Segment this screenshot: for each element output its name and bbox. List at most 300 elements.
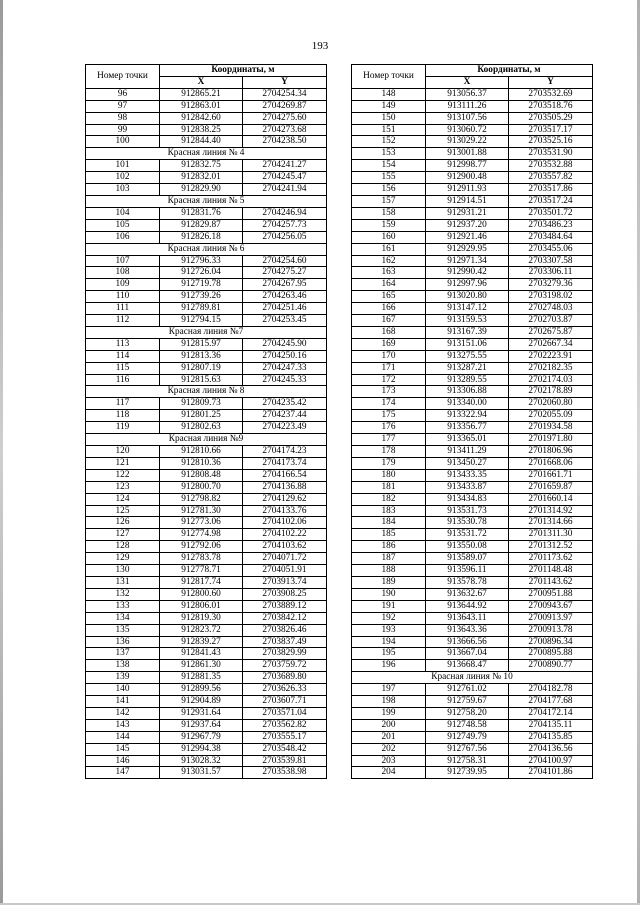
table-row xyxy=(352,291,593,303)
section-title: Красная линия № 6 xyxy=(86,243,327,255)
point-number-cell: 153 xyxy=(352,148,426,160)
table-row xyxy=(352,386,593,398)
table-row xyxy=(352,195,593,207)
y-coordinate-cell: 2703517.86 xyxy=(509,184,593,196)
y-coordinate-cell: 2703455.06 xyxy=(509,243,593,255)
table-row xyxy=(86,541,327,553)
section-title: Красная линия №7 xyxy=(86,326,327,338)
point-number-cell: 140 xyxy=(86,684,160,696)
table-row xyxy=(352,446,593,458)
table-row xyxy=(352,148,593,160)
y-coordinate-cell: 2703486.23 xyxy=(509,219,593,231)
y-coordinate-cell: 2704136.56 xyxy=(509,743,593,755)
y-coordinate-cell: 2703306.11 xyxy=(509,267,593,279)
table-row xyxy=(86,612,327,624)
x-coordinate-cell: 912807.19 xyxy=(160,362,243,374)
y-coordinate-cell: 2702223.91 xyxy=(509,350,593,362)
point-number-cell: 184 xyxy=(352,517,426,529)
point-number-cell: 167 xyxy=(352,315,426,327)
table-row xyxy=(86,398,327,410)
y-coordinate-cell: 2700890.77 xyxy=(509,660,593,672)
table-row xyxy=(352,326,593,338)
table-row xyxy=(86,660,327,672)
point-number-cell: 98 xyxy=(86,112,160,124)
section-row xyxy=(86,326,327,338)
x-coordinate-cell: 912839.27 xyxy=(160,636,243,648)
table-row xyxy=(86,88,327,100)
x-coordinate-cell: 913644.92 xyxy=(426,600,509,612)
table-row xyxy=(86,291,327,303)
x-coordinate-cell: 912861.30 xyxy=(160,660,243,672)
x-coordinate-cell: 913356.77 xyxy=(426,422,509,434)
table-row xyxy=(86,719,327,731)
x-coordinate-cell: 913450.27 xyxy=(426,457,509,469)
y-coordinate-cell: 2704135.11 xyxy=(509,719,593,731)
x-header: X xyxy=(160,76,243,88)
table-row xyxy=(352,279,593,291)
coordinates-header: Координаты, м xyxy=(160,65,327,77)
y-coordinate-cell: 2704136.88 xyxy=(243,481,327,493)
point-number-cell: 150 xyxy=(352,112,426,124)
point-number-cell: 191 xyxy=(352,600,426,612)
y-coordinate-cell: 2703837.49 xyxy=(243,636,327,648)
x-coordinate-cell: 912792.06 xyxy=(160,541,243,553)
y-coordinate-cell: 2703908.25 xyxy=(243,588,327,600)
x-coordinate-cell: 912808.48 xyxy=(160,469,243,481)
x-coordinate-cell: 912726.04 xyxy=(160,267,243,279)
x-coordinate-cell: 912813.36 xyxy=(160,350,243,362)
table-row xyxy=(352,184,593,196)
table-row xyxy=(352,243,593,255)
x-coordinate-cell: 912990.42 xyxy=(426,267,509,279)
table-body-left xyxy=(86,88,327,779)
x-coordinate-cell: 913578.78 xyxy=(426,576,509,588)
point-number-cell: 131 xyxy=(86,576,160,588)
y-coordinate-cell: 2700896.34 xyxy=(509,636,593,648)
y-coordinate-cell: 2703518.76 xyxy=(509,100,593,112)
x-coordinate-cell: 913020.80 xyxy=(426,291,509,303)
y-coordinate-cell: 2704223.49 xyxy=(243,422,327,434)
x-coordinate-cell: 912778.71 xyxy=(160,565,243,577)
coordinates-header: Координаты, м xyxy=(426,65,593,77)
table-row xyxy=(86,648,327,660)
table-row xyxy=(86,767,327,779)
x-coordinate-cell: 912994.38 xyxy=(160,743,243,755)
x-coordinate-cell: 913159.53 xyxy=(426,315,509,327)
point-number-cell: 97 xyxy=(86,100,160,112)
point-number-header: Номер точки xyxy=(86,65,160,89)
y-coordinate-cell: 2702178.89 xyxy=(509,386,593,398)
table-row xyxy=(352,267,593,279)
x-coordinate-cell: 913275.55 xyxy=(426,350,509,362)
point-number-cell: 194 xyxy=(352,636,426,648)
point-number-cell: 171 xyxy=(352,362,426,374)
y-coordinate-cell: 2703626.33 xyxy=(243,684,327,696)
y-coordinate-cell: 2704101.86 xyxy=(509,767,593,779)
y-coordinate-cell: 2703759.72 xyxy=(243,660,327,672)
point-number-cell: 136 xyxy=(86,636,160,648)
section-title: Красная линия № 4 xyxy=(86,148,327,160)
y-coordinate-cell: 2703829.99 xyxy=(243,648,327,660)
table-row xyxy=(352,588,593,600)
point-number-cell: 162 xyxy=(352,255,426,267)
point-number-cell: 96 xyxy=(86,88,160,100)
y-coordinate-cell: 2703562.82 xyxy=(243,719,327,731)
point-number-cell: 157 xyxy=(352,195,426,207)
point-number-cell: 145 xyxy=(86,743,160,755)
y-coordinate-cell: 2703307.58 xyxy=(509,255,593,267)
x-coordinate-cell: 912971.34 xyxy=(426,255,509,267)
x-coordinate-cell: 913056.37 xyxy=(426,88,509,100)
x-coordinate-cell: 912823.72 xyxy=(160,624,243,636)
y-coordinate-cell: 2703557.82 xyxy=(509,172,593,184)
table-row xyxy=(352,565,593,577)
y-header: Y xyxy=(243,76,327,88)
table-row xyxy=(352,755,593,767)
point-number-cell: 105 xyxy=(86,219,160,231)
x-coordinate-cell: 912810.66 xyxy=(160,446,243,458)
x-coordinate-cell: 912967.79 xyxy=(160,731,243,743)
x-coordinate-cell: 912767.56 xyxy=(426,743,509,755)
table-row xyxy=(86,338,327,350)
point-number-cell: 201 xyxy=(352,731,426,743)
table-row xyxy=(86,172,327,184)
y-coordinate-cell: 2703532.88 xyxy=(509,160,593,172)
point-number-cell: 129 xyxy=(86,553,160,565)
table-row xyxy=(86,505,327,517)
x-coordinate-cell: 912810.36 xyxy=(160,457,243,469)
y-coordinate-cell: 2704263.46 xyxy=(243,291,327,303)
table-row xyxy=(352,684,593,696)
table-row xyxy=(86,255,327,267)
x-coordinate-cell: 912904.89 xyxy=(160,696,243,708)
table-row xyxy=(352,553,593,565)
x-coordinate-cell: 912841.43 xyxy=(160,648,243,660)
y-coordinate-cell: 2703484.64 xyxy=(509,231,593,243)
point-number-cell: 144 xyxy=(86,731,160,743)
y-coordinate-cell: 2704241.27 xyxy=(243,160,327,172)
y-coordinate-cell: 2703538.98 xyxy=(243,767,327,779)
x-coordinate-cell: 913632.67 xyxy=(426,588,509,600)
table-row xyxy=(86,231,327,243)
point-number-cell: 195 xyxy=(352,648,426,660)
y-coordinate-cell: 2704245.47 xyxy=(243,172,327,184)
point-number-cell: 163 xyxy=(352,267,426,279)
x-coordinate-cell: 912774.98 xyxy=(160,529,243,541)
point-number-cell: 166 xyxy=(352,303,426,315)
x-coordinate-cell: 912809.73 xyxy=(160,398,243,410)
y-coordinate-cell: 2704129.62 xyxy=(243,493,327,505)
table-row xyxy=(86,588,327,600)
y-coordinate-cell: 2704241.94 xyxy=(243,184,327,196)
table-row xyxy=(352,255,593,267)
point-number-cell: 180 xyxy=(352,469,426,481)
x-coordinate-cell: 912863.01 xyxy=(160,100,243,112)
y-coordinate-cell: 2703517.24 xyxy=(509,195,593,207)
y-coordinate-cell: 2704275.60 xyxy=(243,112,327,124)
table-row xyxy=(86,124,327,136)
section-row xyxy=(86,243,327,255)
y-coordinate-cell: 2701659.87 xyxy=(509,481,593,493)
x-coordinate-cell: 912931.21 xyxy=(426,207,509,219)
table-row xyxy=(352,660,593,672)
table-row xyxy=(86,707,327,719)
x-coordinate-cell: 912801.25 xyxy=(160,410,243,422)
table-row xyxy=(86,469,327,481)
y-coordinate-cell: 2700913.78 xyxy=(509,624,593,636)
x-coordinate-cell: 912773.06 xyxy=(160,517,243,529)
table-row xyxy=(352,160,593,172)
x-coordinate-cell: 912817.74 xyxy=(160,576,243,588)
table-row xyxy=(86,112,327,124)
coordinates-table-left xyxy=(85,64,327,779)
section-title: Красная линия № 5 xyxy=(86,195,327,207)
table-row xyxy=(86,315,327,327)
point-number-cell: 100 xyxy=(86,136,160,148)
table-row xyxy=(352,624,593,636)
x-coordinate-cell: 912781.30 xyxy=(160,505,243,517)
x-coordinate-cell: 912789.81 xyxy=(160,303,243,315)
table-row xyxy=(86,493,327,505)
table-row xyxy=(86,100,327,112)
y-coordinate-cell: 2701312.52 xyxy=(509,541,593,553)
x-coordinate-cell: 912829.87 xyxy=(160,219,243,231)
table-row xyxy=(352,315,593,327)
x-coordinate-cell: 912758.20 xyxy=(426,707,509,719)
table-row xyxy=(352,707,593,719)
point-number-cell: 134 xyxy=(86,612,160,624)
table-row xyxy=(352,398,593,410)
x-coordinate-cell: 912931.64 xyxy=(160,707,243,719)
point-number-header: Номер точки xyxy=(352,65,426,89)
point-number-cell: 142 xyxy=(86,707,160,719)
scan-edge-left xyxy=(0,0,3,905)
point-number-cell: 155 xyxy=(352,172,426,184)
y-coordinate-cell: 2701660.14 xyxy=(509,493,593,505)
x-coordinate-cell: 912899.56 xyxy=(160,684,243,696)
table-row xyxy=(352,112,593,124)
table-row xyxy=(86,267,327,279)
y-coordinate-cell: 2704245.33 xyxy=(243,374,327,386)
x-coordinate-cell: 913596.11 xyxy=(426,565,509,577)
table-row xyxy=(352,612,593,624)
y-coordinate-cell: 2703531.90 xyxy=(509,148,593,160)
table-row xyxy=(352,517,593,529)
table-row xyxy=(86,457,327,469)
y-coordinate-cell: 2702748.03 xyxy=(509,303,593,315)
x-coordinate-cell: 912881.35 xyxy=(160,672,243,684)
y-coordinate-cell: 2704182.78 xyxy=(509,684,593,696)
section-title: Красная линия №9 xyxy=(86,434,327,446)
x-coordinate-cell: 913001.88 xyxy=(426,148,509,160)
section-row xyxy=(86,148,327,160)
table-row xyxy=(86,576,327,588)
point-number-cell: 112 xyxy=(86,315,160,327)
point-number-cell: 101 xyxy=(86,160,160,172)
point-number-cell: 196 xyxy=(352,660,426,672)
section-title: Красная линия № 8 xyxy=(86,386,327,398)
point-number-cell: 159 xyxy=(352,219,426,231)
y-coordinate-cell: 2703539.81 xyxy=(243,755,327,767)
y-coordinate-cell: 2704174.23 xyxy=(243,446,327,458)
x-coordinate-cell: 913411.29 xyxy=(426,446,509,458)
x-coordinate-cell: 913107.56 xyxy=(426,112,509,124)
point-number-cell: 169 xyxy=(352,338,426,350)
y-coordinate-cell: 2700943.67 xyxy=(509,600,593,612)
point-number-cell: 152 xyxy=(352,136,426,148)
point-number-cell: 170 xyxy=(352,350,426,362)
point-number-cell: 119 xyxy=(86,422,160,434)
y-coordinate-cell: 2702667.34 xyxy=(509,338,593,350)
y-coordinate-cell: 2703689.80 xyxy=(243,672,327,684)
table-row xyxy=(352,136,593,148)
y-coordinate-cell: 2704103.62 xyxy=(243,541,327,553)
table-row xyxy=(86,303,327,315)
point-number-cell: 102 xyxy=(86,172,160,184)
table-row xyxy=(352,172,593,184)
table-row xyxy=(86,696,327,708)
table-row xyxy=(86,529,327,541)
y-coordinate-cell: 2703548.42 xyxy=(243,743,327,755)
x-coordinate-cell: 913322.94 xyxy=(426,410,509,422)
y-coordinate-cell: 2703555.17 xyxy=(243,731,327,743)
table-row xyxy=(86,517,327,529)
y-coordinate-cell: 2704166.54 xyxy=(243,469,327,481)
x-coordinate-cell: 912806.01 xyxy=(160,600,243,612)
point-number-cell: 193 xyxy=(352,624,426,636)
point-number-cell: 156 xyxy=(352,184,426,196)
x-header: X xyxy=(426,76,509,88)
x-coordinate-cell: 912844.40 xyxy=(160,136,243,148)
point-number-cell: 137 xyxy=(86,648,160,660)
point-number-cell: 118 xyxy=(86,410,160,422)
x-coordinate-cell: 912838.25 xyxy=(160,124,243,136)
point-number-cell: 147 xyxy=(86,767,160,779)
y-coordinate-cell: 2700913.97 xyxy=(509,612,593,624)
x-coordinate-cell: 913668.47 xyxy=(426,660,509,672)
x-coordinate-cell: 913151.06 xyxy=(426,338,509,350)
x-coordinate-cell: 912759.67 xyxy=(426,696,509,708)
x-coordinate-cell: 912937.20 xyxy=(426,219,509,231)
y-coordinate-cell: 2700895.88 xyxy=(509,648,593,660)
y-coordinate-cell: 2701143.62 xyxy=(509,576,593,588)
x-coordinate-cell: 913531.73 xyxy=(426,505,509,517)
point-number-cell: 103 xyxy=(86,184,160,196)
y-coordinate-cell: 2702182.35 xyxy=(509,362,593,374)
point-number-cell: 198 xyxy=(352,696,426,708)
point-number-cell: 187 xyxy=(352,553,426,565)
table-row xyxy=(86,446,327,458)
table-row xyxy=(352,219,593,231)
x-coordinate-cell: 912819.30 xyxy=(160,612,243,624)
point-number-cell: 189 xyxy=(352,576,426,588)
y-coordinate-cell: 2704256.05 xyxy=(243,231,327,243)
table-row xyxy=(352,719,593,731)
y-coordinate-cell: 2704273.68 xyxy=(243,124,327,136)
point-number-cell: 168 xyxy=(352,326,426,338)
point-number-cell: 204 xyxy=(352,767,426,779)
y-coordinate-cell: 2702703.87 xyxy=(509,315,593,327)
y-coordinate-cell: 2704237.44 xyxy=(243,410,327,422)
x-coordinate-cell: 912798.82 xyxy=(160,493,243,505)
y-coordinate-cell: 2701661.71 xyxy=(509,469,593,481)
point-number-cell: 188 xyxy=(352,565,426,577)
table-row xyxy=(86,362,327,374)
y-coordinate-cell: 2701971.80 xyxy=(509,434,593,446)
y-coordinate-cell: 2704253.45 xyxy=(243,315,327,327)
point-number-cell: 126 xyxy=(86,517,160,529)
table-row xyxy=(352,88,593,100)
table-row xyxy=(86,636,327,648)
y-coordinate-cell: 2704177.68 xyxy=(509,696,593,708)
y-coordinate-cell: 2704071.72 xyxy=(243,553,327,565)
point-number-cell: 121 xyxy=(86,457,160,469)
table-row xyxy=(86,731,327,743)
x-coordinate-cell: 912826.18 xyxy=(160,231,243,243)
x-coordinate-cell: 912829.90 xyxy=(160,184,243,196)
x-coordinate-cell: 913589.07 xyxy=(426,553,509,565)
point-number-cell: 197 xyxy=(352,684,426,696)
y-coordinate-cell: 2701314.92 xyxy=(509,505,593,517)
table-body-right xyxy=(352,88,593,779)
point-number-cell: 107 xyxy=(86,255,160,267)
x-coordinate-cell: 912815.97 xyxy=(160,338,243,350)
x-coordinate-cell: 913530.78 xyxy=(426,517,509,529)
x-coordinate-cell: 912937.64 xyxy=(160,719,243,731)
point-number-cell: 148 xyxy=(352,88,426,100)
point-number-cell: 181 xyxy=(352,481,426,493)
point-number-cell: 115 xyxy=(86,362,160,374)
y-coordinate-cell: 2704250.16 xyxy=(243,350,327,362)
x-coordinate-cell: 913060.72 xyxy=(426,124,509,136)
x-coordinate-cell: 912921.46 xyxy=(426,231,509,243)
point-number-cell: 125 xyxy=(86,505,160,517)
x-coordinate-cell: 913643.11 xyxy=(426,612,509,624)
point-number-cell: 160 xyxy=(352,231,426,243)
y-coordinate-cell: 2704133.76 xyxy=(243,505,327,517)
y-coordinate-cell: 2704245.90 xyxy=(243,338,327,350)
x-coordinate-cell: 912911.93 xyxy=(426,184,509,196)
y-coordinate-cell: 2704238.50 xyxy=(243,136,327,148)
x-coordinate-cell: 913434.83 xyxy=(426,493,509,505)
x-coordinate-cell: 912739.95 xyxy=(426,767,509,779)
x-coordinate-cell: 913365.01 xyxy=(426,434,509,446)
y-coordinate-cell: 2703505.29 xyxy=(509,112,593,124)
x-coordinate-cell: 913028.32 xyxy=(160,755,243,767)
point-number-cell: 117 xyxy=(86,398,160,410)
section-row xyxy=(352,672,593,684)
table-row xyxy=(352,338,593,350)
x-coordinate-cell: 912832.75 xyxy=(160,160,243,172)
x-coordinate-cell: 913306.88 xyxy=(426,386,509,398)
point-number-cell: 203 xyxy=(352,755,426,767)
point-number-cell: 113 xyxy=(86,338,160,350)
point-number-cell: 161 xyxy=(352,243,426,255)
point-number-cell: 185 xyxy=(352,529,426,541)
table-row xyxy=(352,576,593,588)
point-number-cell: 114 xyxy=(86,350,160,362)
point-number-cell: 177 xyxy=(352,434,426,446)
table-row xyxy=(86,410,327,422)
table-row xyxy=(352,350,593,362)
y-coordinate-cell: 2704173.74 xyxy=(243,457,327,469)
y-coordinate-cell: 2703501.72 xyxy=(509,207,593,219)
point-number-cell: 111 xyxy=(86,303,160,315)
x-coordinate-cell: 912802.63 xyxy=(160,422,243,434)
point-number-cell: 123 xyxy=(86,481,160,493)
table-row xyxy=(352,767,593,779)
table-row xyxy=(86,350,327,362)
